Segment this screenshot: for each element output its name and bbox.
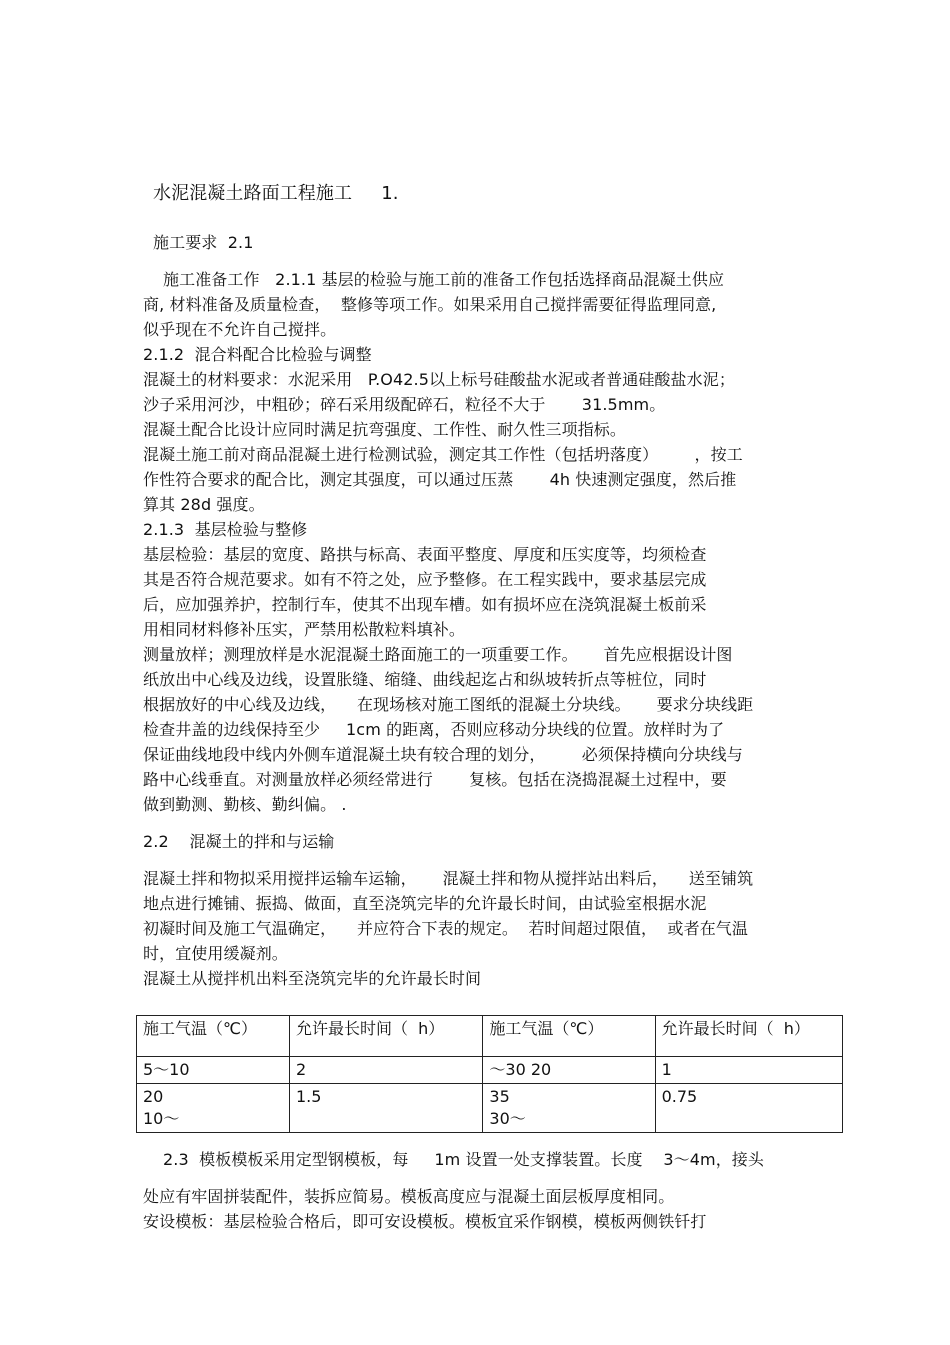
table-cell: 0.75 bbox=[655, 1084, 842, 1133]
table-cell: ～30 20 bbox=[483, 1057, 655, 1084]
heading-2-1-3: 2.1.3 基层检验与整修 bbox=[143, 520, 308, 539]
table-cell: 1.5 bbox=[289, 1084, 482, 1133]
text-line: 时，宜使用缓凝剂。 bbox=[143, 944, 288, 963]
page-title: 水泥混凝土路面工程施工 1. bbox=[153, 183, 399, 204]
text-line: 其是否符合规范要求。如有不符之处，应予整修。在工程实践中，要求基层完成 bbox=[143, 570, 707, 589]
text-line: 施工准备工作 2.1.1 基层的检验与施工前的准备工作包括选择商品混凝土供应 bbox=[163, 270, 725, 289]
text-line: 保证曲线地段中线内外侧车道混凝土块有较合理的划分， 必须保持横向分块线与 bbox=[143, 745, 743, 764]
text-line: 基层检验：基层的宽度、路拱与标高、表面平整度、厚度和压实度等，均须检查 bbox=[143, 545, 707, 564]
text-line: 混凝土施工前对商品混凝土进行检测试验，测定其工作性（包括坍落度） ，按工 bbox=[143, 445, 743, 464]
table-cell: 35 30～ bbox=[483, 1084, 655, 1133]
text-line: 处应有牢固拼装配件，装拆应简易。模板高度应与混凝土面层板厚度相同。 bbox=[143, 1187, 675, 1206]
text-line: 混凝土的材料要求：水泥采用 P.O42.5以上标号硅酸盐水泥或者普通硅酸盐水泥； bbox=[143, 370, 735, 389]
table-caption: 混凝土从搅拌机出料至浇筑完毕的允许最长时间 bbox=[143, 969, 482, 988]
text-line: 用相同材料修补压实，严禁用松散粒料填补。 bbox=[143, 620, 466, 639]
text-line: 做到勤测、勤核、勤纠偏。 . bbox=[143, 795, 347, 814]
text-line: 纸放出中心线及边线，设置胀缝、缩缝、曲线起迄占和纵坡转折点等桩位，同时 bbox=[143, 670, 707, 689]
text-line: 安设模板：基层检验合格后，即可安设模板。模板宜采作钢模，模板两侧铁钎打 bbox=[143, 1212, 707, 1231]
heading-2-1-2: 2.1.2 混合料配合比检验与调整 bbox=[143, 345, 372, 364]
text-line: 路中心线垂直。对测量放样必须经常进行 复核。包括在浇捣混凝土过程中，要 bbox=[143, 770, 727, 789]
text-line: 初凝时间及施工气温确定， 并应符合下表的规定。 若时间超过限值， 或者在气温 bbox=[143, 919, 748, 938]
text-line: 根据放好的中心线及边线， 在现场核对施工图纸的混凝土分块线。 要求分块线距 bbox=[143, 695, 754, 714]
text-line: 2.3 模板模板采用定型钢模板，每 1m 设置一处支撑装置。长度 3～4m，接头 bbox=[163, 1150, 764, 1169]
table-cell: 5～10 bbox=[137, 1057, 290, 1084]
table-header-cell: 允许最长时间（ h） bbox=[289, 1016, 482, 1057]
table-header-cell: 施工气温（℃） bbox=[483, 1016, 655, 1057]
time-limit-table bbox=[136, 1015, 843, 1133]
table-cell: 2 bbox=[289, 1057, 482, 1084]
table-row bbox=[137, 1057, 843, 1084]
table-cell: 1 bbox=[655, 1057, 842, 1084]
text-line: 商, 材料准备及质量检查， 整修等项工作。如果采用自己搅拌需要征得监理同意, bbox=[143, 295, 717, 314]
text-line: 似乎现在不允许自己搅拌。 bbox=[143, 320, 337, 339]
table-header-cell: 施工气温（℃） bbox=[137, 1016, 290, 1057]
table-header-cell: 允许最长时间（ h） bbox=[655, 1016, 842, 1057]
text-line: 地点进行摊铺、振捣、做面，直至浇筑完毕的允许最长时间，由试验室根据水泥 bbox=[143, 894, 707, 913]
text-line: 沙子采用河沙，中粗砂；碎石采用级配碎石，粒径不大于 31.5mm。 bbox=[143, 395, 666, 414]
text-line: 后，应加强养护，控制行车，使其不出现车槽。如有损坏应在浇筑混凝土板前采 bbox=[143, 595, 707, 614]
text-line: 混凝土拌和物拟采用搅拌运输车运输， 混凝土拌和物从搅拌站出料后， 送至铺筑 bbox=[143, 869, 754, 888]
table-row bbox=[137, 1084, 843, 1133]
heading-2-2: 2.2 混凝土的拌和与运输 bbox=[143, 832, 335, 851]
table-cell: 20 10～ bbox=[137, 1084, 290, 1133]
text-line: 混凝土配合比设计应同时满足抗弯强度、工作性、耐久性三项指标。 bbox=[143, 420, 627, 439]
section-heading-2-1: 施工要求 2.1 bbox=[153, 233, 254, 252]
table-header-row bbox=[137, 1016, 843, 1057]
text-line: 算其 28d 强度。 bbox=[143, 495, 265, 514]
text-line: 作性符合要求的配合比，测定其强度，可以通过压蒸 4h 快速测定强度，然后推 bbox=[143, 470, 737, 489]
text-line: 检查井盖的边线保持至少 1cm 的距离，否则应移动分块线的位置。放样时为了 bbox=[143, 720, 725, 739]
text-line: 测量放样；测理放样是水泥混凝土路面施工的一项重要工作。 首先应根据设计图 bbox=[143, 645, 733, 664]
